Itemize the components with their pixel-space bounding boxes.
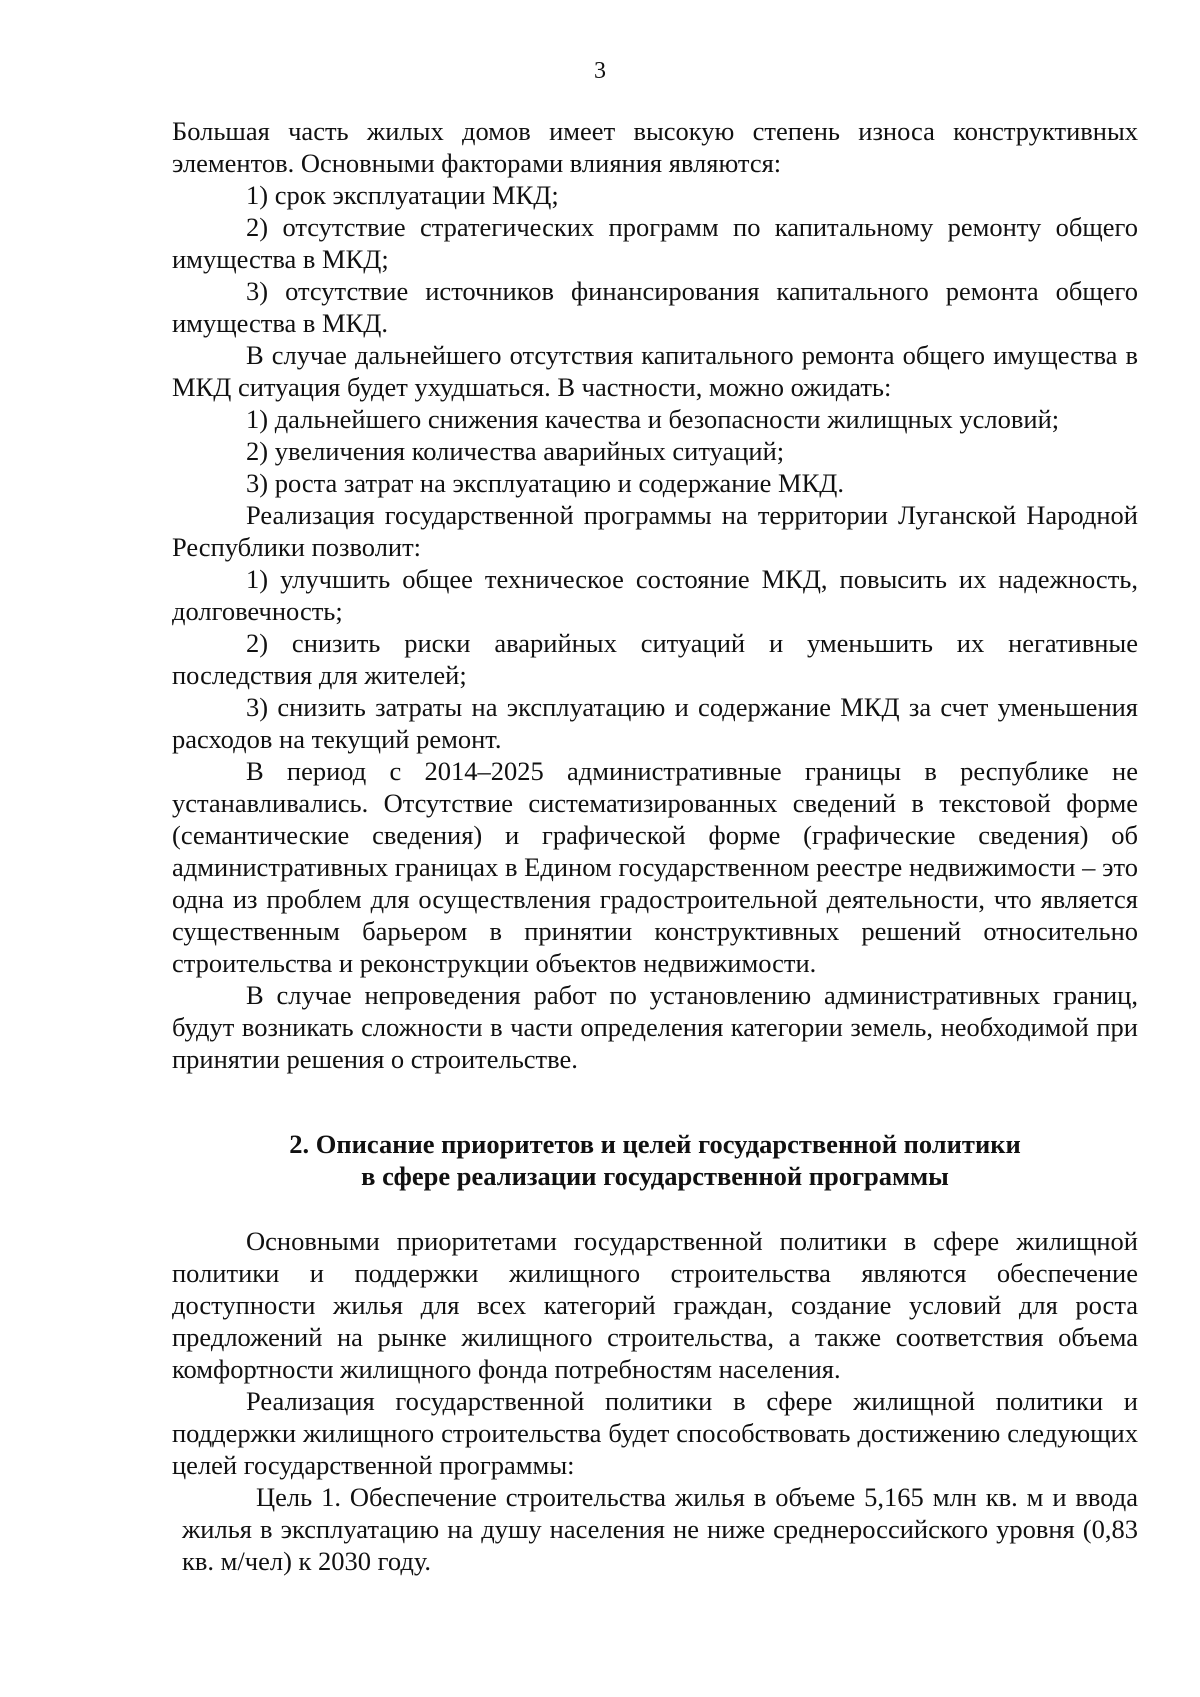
paragraph: В случае непроведения работ по установлению административных границ, будут возникать сложности в части определения категории земель, необходимой при принятии решения о строительстве.: [172, 980, 1138, 1074]
list-item: 1) дальнейшего снижения качества и безопасности жилищных условий;: [246, 404, 1060, 434]
paragraph: В период с 2014–2025 административные границы в республике не устанавливались. Отсутствие систематизированных сведений в текстовой форме (семантические сведения) и графической форме (графические сведения) об административных границах в Едином государственном реестре недвижимости – это одна из проблем для осуществления градостроительной деятельности, что является существенным барьером в принятии конструктивных решений относительно строительства и реконструкции объектов недвижимости.: [172, 756, 1138, 978]
paragraph: Реализация государственной программы на территории Луганской Народной Республики позволит:: [172, 500, 1138, 562]
section-heading-line: в сфере реализации государственной программы: [361, 1161, 949, 1191]
list-item: 2) отсутствие стратегических программ по капитальному ремонту общего имущества в МКД;: [172, 212, 1138, 274]
section-heading-line: 2. Описание приоритетов и целей государственной политики: [289, 1129, 1021, 1159]
section-body: [172, 1225, 1138, 1577]
body-text: [172, 115, 1138, 1075]
paragraph: Большая часть жилых домов имеет высокую степень износа конструктивных элементов. Основными факторами влияния являются:: [172, 116, 1138, 178]
paragraph: Реализация государственной политики в сфере жилищной политики и поддержки жилищного строительства будет способствовать достижению следующих целей государственной программы:: [172, 1386, 1138, 1480]
list-item: 3) роста затрат на эксплуатацию и содержание МКД.: [246, 468, 844, 498]
list-item: 2) увеличения количества аварийных ситуаций;: [246, 436, 785, 466]
paragraph: Основными приоритетами государственной политики в сфере жилищной политики и поддержки жилищного строительства являются обеспечение доступности жилья для всех категорий граждан, создание условий для роста предложений на рынке жилищного строительства, а также соответствия объема комфортности жилищного фонда потребностям населения.: [172, 1226, 1138, 1384]
list-item: 1) улучшить общее техническое состояние МКД, повысить их надежность, долговечность;: [172, 564, 1138, 626]
goal-paragraph: Цель 1. Обеспечение строительства жилья в объеме 5,165 млн кв. м и ввода жилья в эксплуатацию на душу населения не ниже среднероссийского уровня (0,83 кв. м/чел) к 2030 году.: [182, 1482, 1138, 1576]
section-heading: [172, 1128, 1138, 1192]
page-number: 3: [594, 58, 606, 84]
list-item: 2) снизить риски аварийных ситуаций и уменьшить их негативные последствия для жителей;: [172, 628, 1138, 690]
paragraph: В случае дальнейшего отсутствия капитального ремонта общего имущества в МКД ситуация будет ухудшаться. В частности, можно ожидать:: [172, 340, 1138, 402]
list-item: 1) срок эксплуатации МКД;: [246, 180, 559, 210]
list-item: 3) снизить затраты на эксплуатацию и содержание МКД за счет уменьшения расходов на текущий ремонт.: [172, 692, 1138, 754]
list-item: 3) отсутствие источников финансирования капитального ремонта общего имущества в МКД.: [172, 276, 1138, 338]
